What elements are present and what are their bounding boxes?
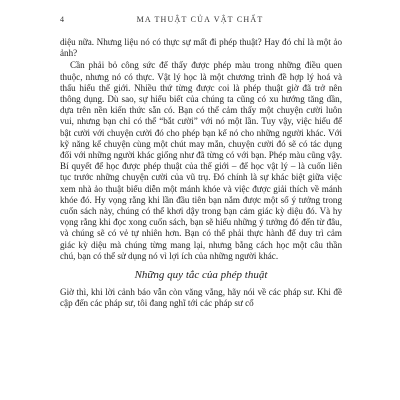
running-title: MA THUẬT CỦA VẬT CHẤT [136,15,264,24]
paragraph-main: Cần phải bỏ công sức để thấy được phép màu trong những điều quen thuộc, nhưng nó có thực. Vật lý học là một chương trình đề hợp lý hoá và thấu hiểu thế giới. Nhiều thứ từng được coi là phép thuật giờ đã trở nên thông dụng. Dù sao, sự hiểu biết của chúng ta cũng có xu hướng tăng dần, dựa trên nền kiến thức sẵn có. Bạn có thể cảm thấy một chuyện cười luôn vui, nhưng bạn chỉ có thể “bắt cười” với nó một lần. Tuy vậy, việc hiểu để bật cười với chuyện cười đó cho phép bạn kể nó cho những người khác. Với kỹ năng kể chuyện cùng một chút may mắn, chuyện cười đó sẽ có tác dụng đối với những người khác giống như đã từng có với bạn. Phép màu cũng vậy. Bí quyết để học được phép thuật của thế giới – để học vật lý – là cuốn liên tục trước những chuyện cười của vũ trụ. Đó chính là sự khác biệt giữa việc xem nhà ảo thuật biểu diễn một mánh khóe và việc được giải thích về mánh khóe đó. Hy vọng rằng khi lần đầu tiên bạn nắm được một số ý tưởng trong cuốn sách này, chúng có thể khơi dậy trong bạn cảm giác kỳ diệu đó. Và hy vọng rằng khi đọc xong cuốn sách, bạn sẽ hiểu những ý tưởng đó đến từ đâu, và chúng sẽ có vẻ tự nhiên hơn. Bạn có thể phải thực hành để duy trì cảm giác kỳ diệu mà chúng từng mang lại, nhưng bằng cách học một câu thần chú, bạn có thể sử dụng nó vì lợi ích của những người khác. [60,60,342,261]
page-header [60,15,340,27]
paragraph-continued: diệu nữa. Nhưng liệu nó có thực sự mất đi phép thuật? Hay đó chỉ là một ảo ảnh? [60,37,342,59]
page-body [60,37,342,310]
page-number: 4 [60,15,66,24]
paragraph-section-start: Giờ thì, khi lời cảnh báo vẫn còn văng vẳng, hãy nói về các pháp sư. Khi đề cập đến các pháp sư, tôi đang nghĩ tới các pháp sư cổ [60,287,342,309]
section-heading: Những quy tắc của phép thuật [134,269,268,282]
